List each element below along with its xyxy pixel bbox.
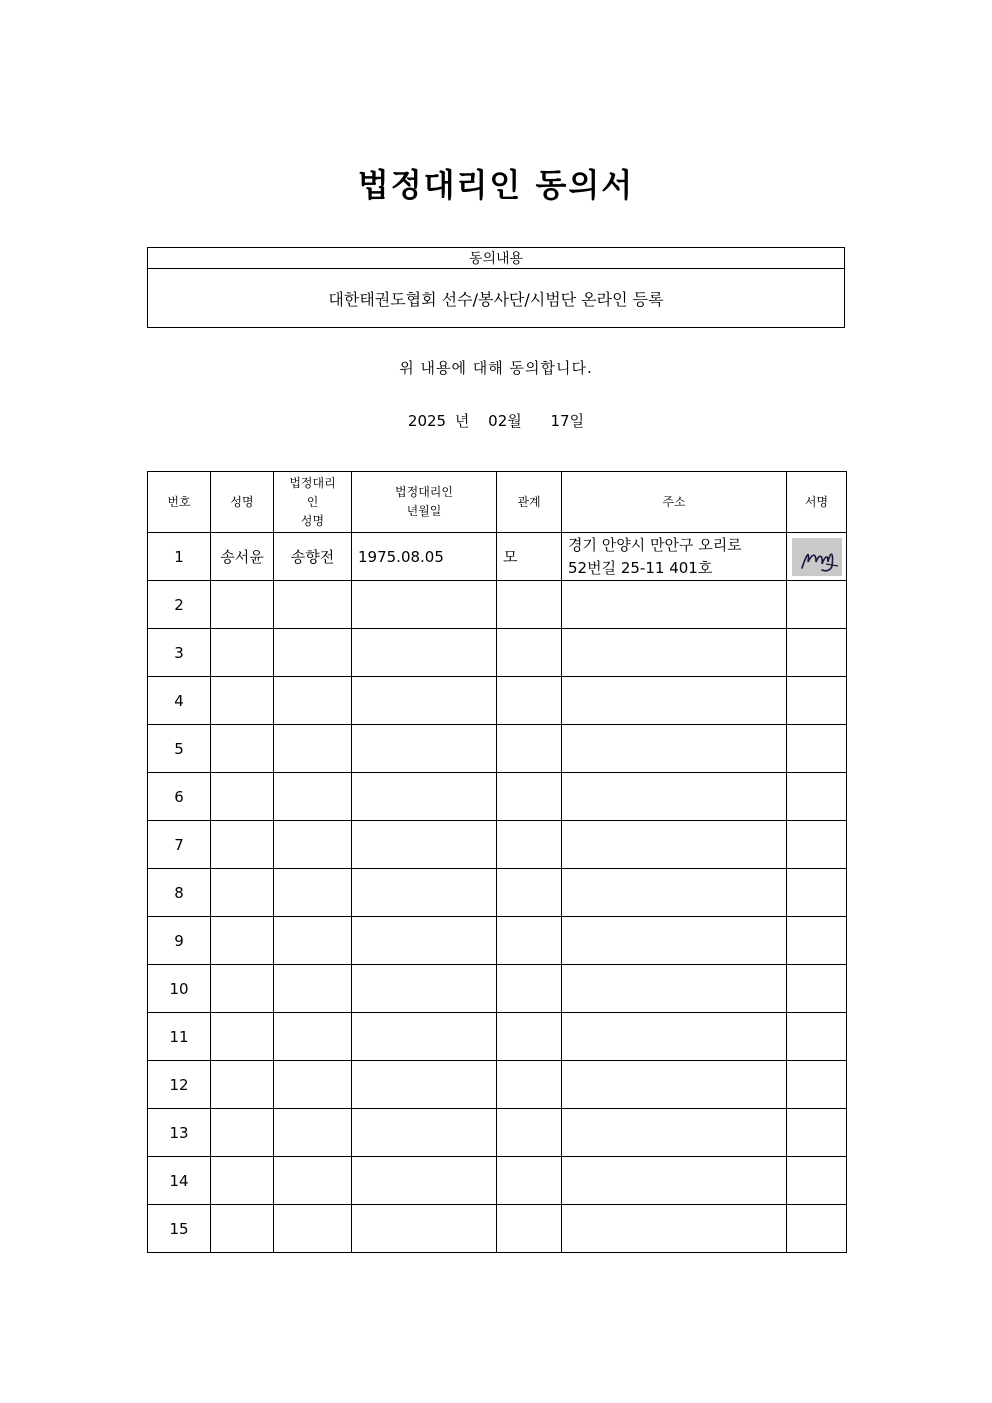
- header-guardian-name-line1: 법정대리: [289, 475, 336, 490]
- row-number: 1: [148, 533, 211, 581]
- row-number: 11: [148, 1013, 211, 1061]
- row-signature: [787, 965, 847, 1013]
- row-guardian-name: [274, 1205, 352, 1253]
- header-name: 성명: [211, 472, 274, 533]
- row-relation: [497, 821, 562, 869]
- row-relation: [497, 677, 562, 725]
- row-address: [562, 581, 787, 629]
- header-relation: 관계: [497, 472, 562, 533]
- row-guardian-name: [274, 725, 352, 773]
- row-number: 9: [148, 917, 211, 965]
- row-address-line1: 경기 안양시 만안구 오리로: [568, 535, 742, 554]
- row-signature: [787, 629, 847, 677]
- row-signature: [787, 533, 847, 581]
- row-guardian-name: [274, 869, 352, 917]
- row-guardian-birth: [352, 821, 497, 869]
- row-relation: [497, 629, 562, 677]
- table-header-row: [148, 472, 847, 533]
- row-name: [211, 869, 274, 917]
- row-guardian-birth: [352, 1109, 497, 1157]
- row-relation: [497, 1061, 562, 1109]
- row-signature: [787, 725, 847, 773]
- row-number: 8: [148, 869, 211, 917]
- row-address: [562, 1061, 787, 1109]
- row-guardian-birth: 1975.08.05: [352, 533, 497, 581]
- row-name: [211, 965, 274, 1013]
- row-number: 5: [148, 725, 211, 773]
- table-row: [148, 965, 847, 1013]
- row-address: [562, 533, 787, 581]
- row-address: [562, 1205, 787, 1253]
- header-guardian-name-line2: 인: [306, 494, 319, 509]
- row-name: [211, 1205, 274, 1253]
- table-row: [148, 1109, 847, 1157]
- row-guardian-birth: [352, 677, 497, 725]
- table-row: [148, 917, 847, 965]
- date-month: 02월: [488, 412, 522, 430]
- row-guardian-birth: [352, 1157, 497, 1205]
- table-row: [148, 773, 847, 821]
- row-guardian-name: [274, 629, 352, 677]
- row-address: [562, 1013, 787, 1061]
- consent-content: 대한태권도협회 선수/봉사단/시범단 온라인 등록: [148, 269, 845, 328]
- row-number: 7: [148, 821, 211, 869]
- header-guardian-birth: [352, 472, 497, 533]
- row-guardian-birth: [352, 965, 497, 1013]
- row-address: [562, 725, 787, 773]
- row-relation: [497, 725, 562, 773]
- row-address: [562, 629, 787, 677]
- date-day: 17일: [550, 412, 585, 430]
- row-number: 10: [148, 965, 211, 1013]
- row-guardian-name: [274, 677, 352, 725]
- header-guardian-name: [274, 472, 352, 533]
- table-row: [148, 533, 847, 581]
- row-number: 3: [148, 629, 211, 677]
- row-address: [562, 1109, 787, 1157]
- header-guardian-birth-line2: 년월일: [406, 504, 442, 518]
- header-guardian-birth-line1: 법정대리인: [395, 485, 453, 499]
- row-relation: [497, 581, 562, 629]
- row-name: 송서윤: [211, 533, 274, 581]
- table-row: [148, 821, 847, 869]
- row-relation: [497, 965, 562, 1013]
- row-guardian-name: [274, 1061, 352, 1109]
- date-line: [0, 410, 992, 431]
- row-address: [562, 773, 787, 821]
- row-number: 13: [148, 1109, 211, 1157]
- table-row: [148, 725, 847, 773]
- row-guardian-birth: [352, 629, 497, 677]
- row-guardian-birth: [352, 725, 497, 773]
- row-name: [211, 677, 274, 725]
- row-name: [211, 725, 274, 773]
- row-relation: [497, 869, 562, 917]
- table-row: [148, 677, 847, 725]
- row-name: [211, 581, 274, 629]
- consent-header: 동의내용: [148, 248, 845, 269]
- row-name: [211, 1109, 274, 1157]
- row-number: 14: [148, 1157, 211, 1205]
- row-relation: [497, 1157, 562, 1205]
- table-row: [148, 581, 847, 629]
- row-guardian-name: [274, 821, 352, 869]
- row-address: [562, 821, 787, 869]
- row-guardian-birth: [352, 1013, 497, 1061]
- row-number: 12: [148, 1061, 211, 1109]
- guardian-table: [147, 471, 847, 1253]
- row-guardian-birth: [352, 1205, 497, 1253]
- table-row: [148, 1013, 847, 1061]
- row-address-line2: 52번길 25-11 401호: [568, 558, 713, 577]
- row-guardian-name: 송향전: [274, 533, 352, 581]
- row-number: 4: [148, 677, 211, 725]
- row-signature: [787, 1061, 847, 1109]
- row-signature: [787, 1013, 847, 1061]
- table-row: [148, 629, 847, 677]
- row-signature: [787, 1205, 847, 1253]
- row-signature: [787, 821, 847, 869]
- row-guardian-birth: [352, 1061, 497, 1109]
- signature-image: [792, 538, 842, 576]
- agree-statement: 위 내용에 대해 동의합니다.: [399, 359, 593, 377]
- table-row: [148, 869, 847, 917]
- row-guardian-name: [274, 1109, 352, 1157]
- row-relation: [497, 1109, 562, 1157]
- row-name: [211, 629, 274, 677]
- row-number: 15: [148, 1205, 211, 1253]
- row-guardian-name: [274, 917, 352, 965]
- table-row: [148, 1205, 847, 1253]
- table-row: [148, 1157, 847, 1205]
- table-row: [148, 1061, 847, 1109]
- row-signature: [787, 677, 847, 725]
- row-relation: [497, 917, 562, 965]
- row-guardian-name: [274, 581, 352, 629]
- date-year: 2025: [407, 412, 447, 430]
- row-signature: [787, 773, 847, 821]
- row-guardian-name: [274, 773, 352, 821]
- row-signature: [787, 581, 847, 629]
- row-name: [211, 1061, 274, 1109]
- row-signature: [787, 1109, 847, 1157]
- header-guardian-name-line3: 성명: [300, 513, 325, 528]
- header-number: 번호: [148, 472, 211, 533]
- row-guardian-birth: [352, 773, 497, 821]
- row-address: [562, 965, 787, 1013]
- row-relation: [497, 1205, 562, 1253]
- consent-box: [147, 247, 845, 328]
- table-body: [148, 533, 847, 1253]
- row-number: 2: [148, 581, 211, 629]
- row-relation: 모: [497, 533, 562, 581]
- row-guardian-birth: [352, 917, 497, 965]
- row-name: [211, 1157, 274, 1205]
- row-signature: [787, 869, 847, 917]
- row-name: [211, 773, 274, 821]
- row-guardian-name: [274, 1157, 352, 1205]
- document-title: 법정대리인 동의서: [357, 166, 635, 204]
- row-signature: [787, 917, 847, 965]
- row-relation: [497, 773, 562, 821]
- signature-scribble-icon: [792, 538, 842, 576]
- row-name: [211, 917, 274, 965]
- row-name: [211, 1013, 274, 1061]
- row-address: [562, 677, 787, 725]
- row-relation: [497, 1013, 562, 1061]
- row-address: [562, 917, 787, 965]
- date-year-unit: 년: [454, 412, 470, 430]
- row-guardian-birth: [352, 581, 497, 629]
- row-guardian-birth: [352, 869, 497, 917]
- row-guardian-name: [274, 965, 352, 1013]
- row-address: [562, 869, 787, 917]
- row-address: [562, 1157, 787, 1205]
- row-name: [211, 821, 274, 869]
- header-address: 주소: [562, 472, 787, 533]
- row-guardian-name: [274, 1013, 352, 1061]
- header-signature: 서명: [787, 472, 847, 533]
- row-number: 6: [148, 773, 211, 821]
- row-signature: [787, 1157, 847, 1205]
